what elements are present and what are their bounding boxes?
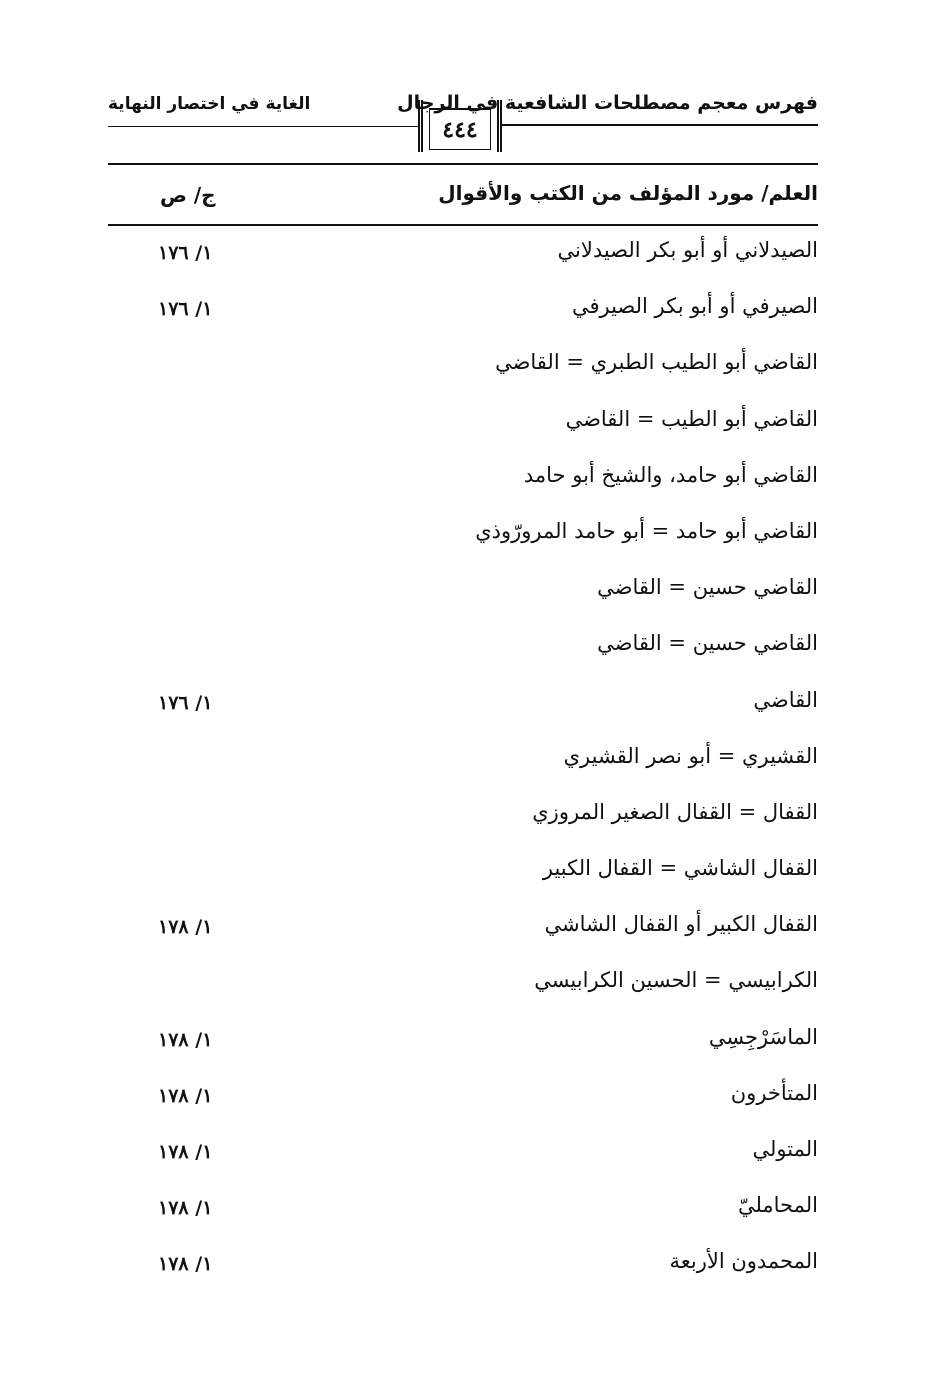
index-entries xyxy=(108,232,818,1300)
index-row xyxy=(108,457,818,513)
index-reference: ١/ ١٧٨ xyxy=(158,1141,213,1163)
index-term: المتولي xyxy=(752,1137,818,1161)
header-rule-left xyxy=(108,126,418,127)
index-term: المحامليّ xyxy=(737,1193,818,1218)
index-reference: ١/ ١٧٨ xyxy=(158,1028,213,1051)
index-row xyxy=(108,1187,818,1243)
index-row xyxy=(108,738,818,794)
index-row xyxy=(108,1243,818,1299)
index-row xyxy=(108,344,818,400)
index-row xyxy=(108,232,818,288)
index-term: المتأخرون xyxy=(730,1080,818,1105)
index-row xyxy=(108,401,818,457)
index-term: الصيدلاني أو أبو بكر الصيدلاني xyxy=(557,238,818,262)
index-reference: ١/ ١٧٦ xyxy=(158,298,213,321)
index-row xyxy=(108,682,818,738)
index-term: القفال = القفال الصغير المروزي xyxy=(532,799,818,824)
column-heading-rule xyxy=(108,224,818,226)
index-reference: ١/ ١٧٨ xyxy=(158,1197,213,1220)
index-row xyxy=(108,962,818,1018)
index-row xyxy=(108,513,818,569)
index-reference: ١/ ١٧٨ xyxy=(158,1084,213,1107)
index-term: القاضي حسين = القاضي xyxy=(597,631,818,656)
index-row xyxy=(108,569,818,625)
index-term: القشيري = أبو نصر القشيري xyxy=(563,743,818,768)
running-header-right: فهرس معجم مصطلحات الشافعية في الرجال xyxy=(397,92,818,114)
index-row xyxy=(108,906,818,962)
running-header-left: الغاية في اختصار النهاية xyxy=(108,94,311,114)
index-row xyxy=(108,625,818,681)
index-term: القاضي حسين = القاضي xyxy=(597,575,818,600)
index-term: القاضي xyxy=(753,687,818,712)
index-reference: ١/ ١٧٦ xyxy=(158,691,213,714)
index-term: القفال الكبير أو القفال الشاشي xyxy=(544,912,818,937)
index-row xyxy=(108,288,818,344)
index-row xyxy=(108,1131,818,1187)
index-row xyxy=(108,850,818,906)
index-term: القاضي أبو حامد = أبو حامد المرورّوذي xyxy=(475,518,818,543)
index-term: القاضي أبو الطيب = القاضي xyxy=(565,406,818,431)
index-term: الماسَرْجِسِي xyxy=(708,1024,818,1049)
index-term: المحمدون الأربعة xyxy=(669,1249,818,1274)
index-reference: ١/ ١٧٨ xyxy=(158,1253,213,1276)
column-heading-term: العلم/ مورد المؤلف من الكتب والأقوال xyxy=(438,181,818,205)
header-rule xyxy=(108,163,818,165)
index-term: القاضي أبو الطيب الطبري = القاضي xyxy=(495,350,818,375)
page-number: ٤٤٤ xyxy=(429,108,491,150)
index-reference: ١/ ١٧٦ xyxy=(158,242,213,264)
column-heading-reference: ج/ ص xyxy=(160,183,216,207)
index-row xyxy=(108,1075,818,1131)
header-rule-right xyxy=(502,124,818,126)
index-row xyxy=(108,794,818,850)
index-term: الصيرفي أو أبو بكر الصيرفي xyxy=(571,294,818,319)
index-term: القاضي أبو حامد، والشيخ أبو حامد xyxy=(523,462,818,487)
index-reference: ١/ ١٧٨ xyxy=(158,916,213,939)
index-term: القفال الشاشي = القفال الكبير xyxy=(542,856,818,881)
index-term: الكرابيسي = الحسين الكرابيسي xyxy=(534,968,818,993)
page-number-frame xyxy=(418,100,502,152)
index-row xyxy=(108,1019,818,1075)
